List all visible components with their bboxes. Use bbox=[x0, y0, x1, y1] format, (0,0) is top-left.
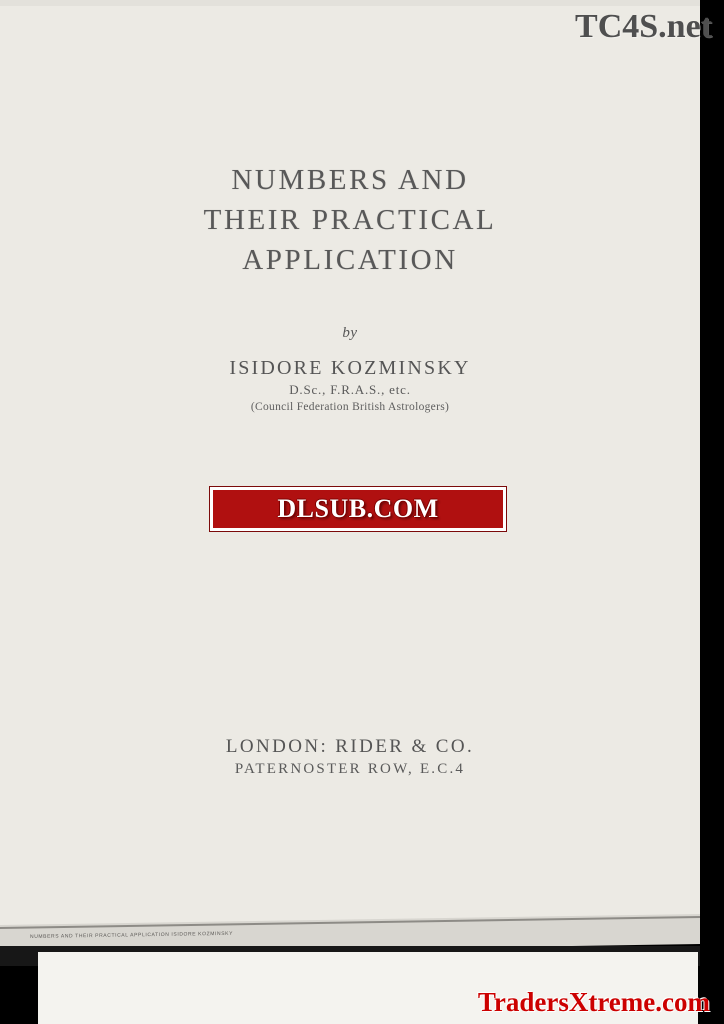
page-top-edge bbox=[0, 0, 700, 6]
publisher-name: LONDON: RIDER & CO. bbox=[225, 736, 475, 757]
author-degrees: D.Sc., F.R.A.S., etc. bbox=[289, 382, 411, 397]
by-label: by bbox=[342, 325, 358, 341]
publisher-address: PATERNOSTER ROW, E.C.4 bbox=[234, 761, 466, 777]
watermark-tradersxtreme: TradersXtreme.com bbox=[477, 987, 710, 1017]
author-name: ISIDORE KOZMINSKY bbox=[229, 357, 471, 379]
page-title bbox=[0, 160, 700, 280]
page-edge-text: NUMBERS AND THEIR PRACTICAL APPLICATION ISIDORE KOZMINSKY bbox=[30, 930, 234, 940]
title-line-1: NUMBERS AND bbox=[231, 164, 469, 196]
watermark-tc4s: TC4S.net bbox=[575, 8, 712, 45]
title-line-3: APPLICATION bbox=[242, 244, 458, 276]
title-line-2: THEIR PRACTICAL bbox=[203, 204, 497, 236]
watermark-dlsub-label: DLSUB.COM bbox=[277, 494, 439, 523]
author-affiliation: (Council Federation British Astrologers) bbox=[250, 401, 450, 413]
watermark-dlsub-stamp bbox=[210, 487, 506, 531]
right-frame-border bbox=[700, 0, 724, 1024]
